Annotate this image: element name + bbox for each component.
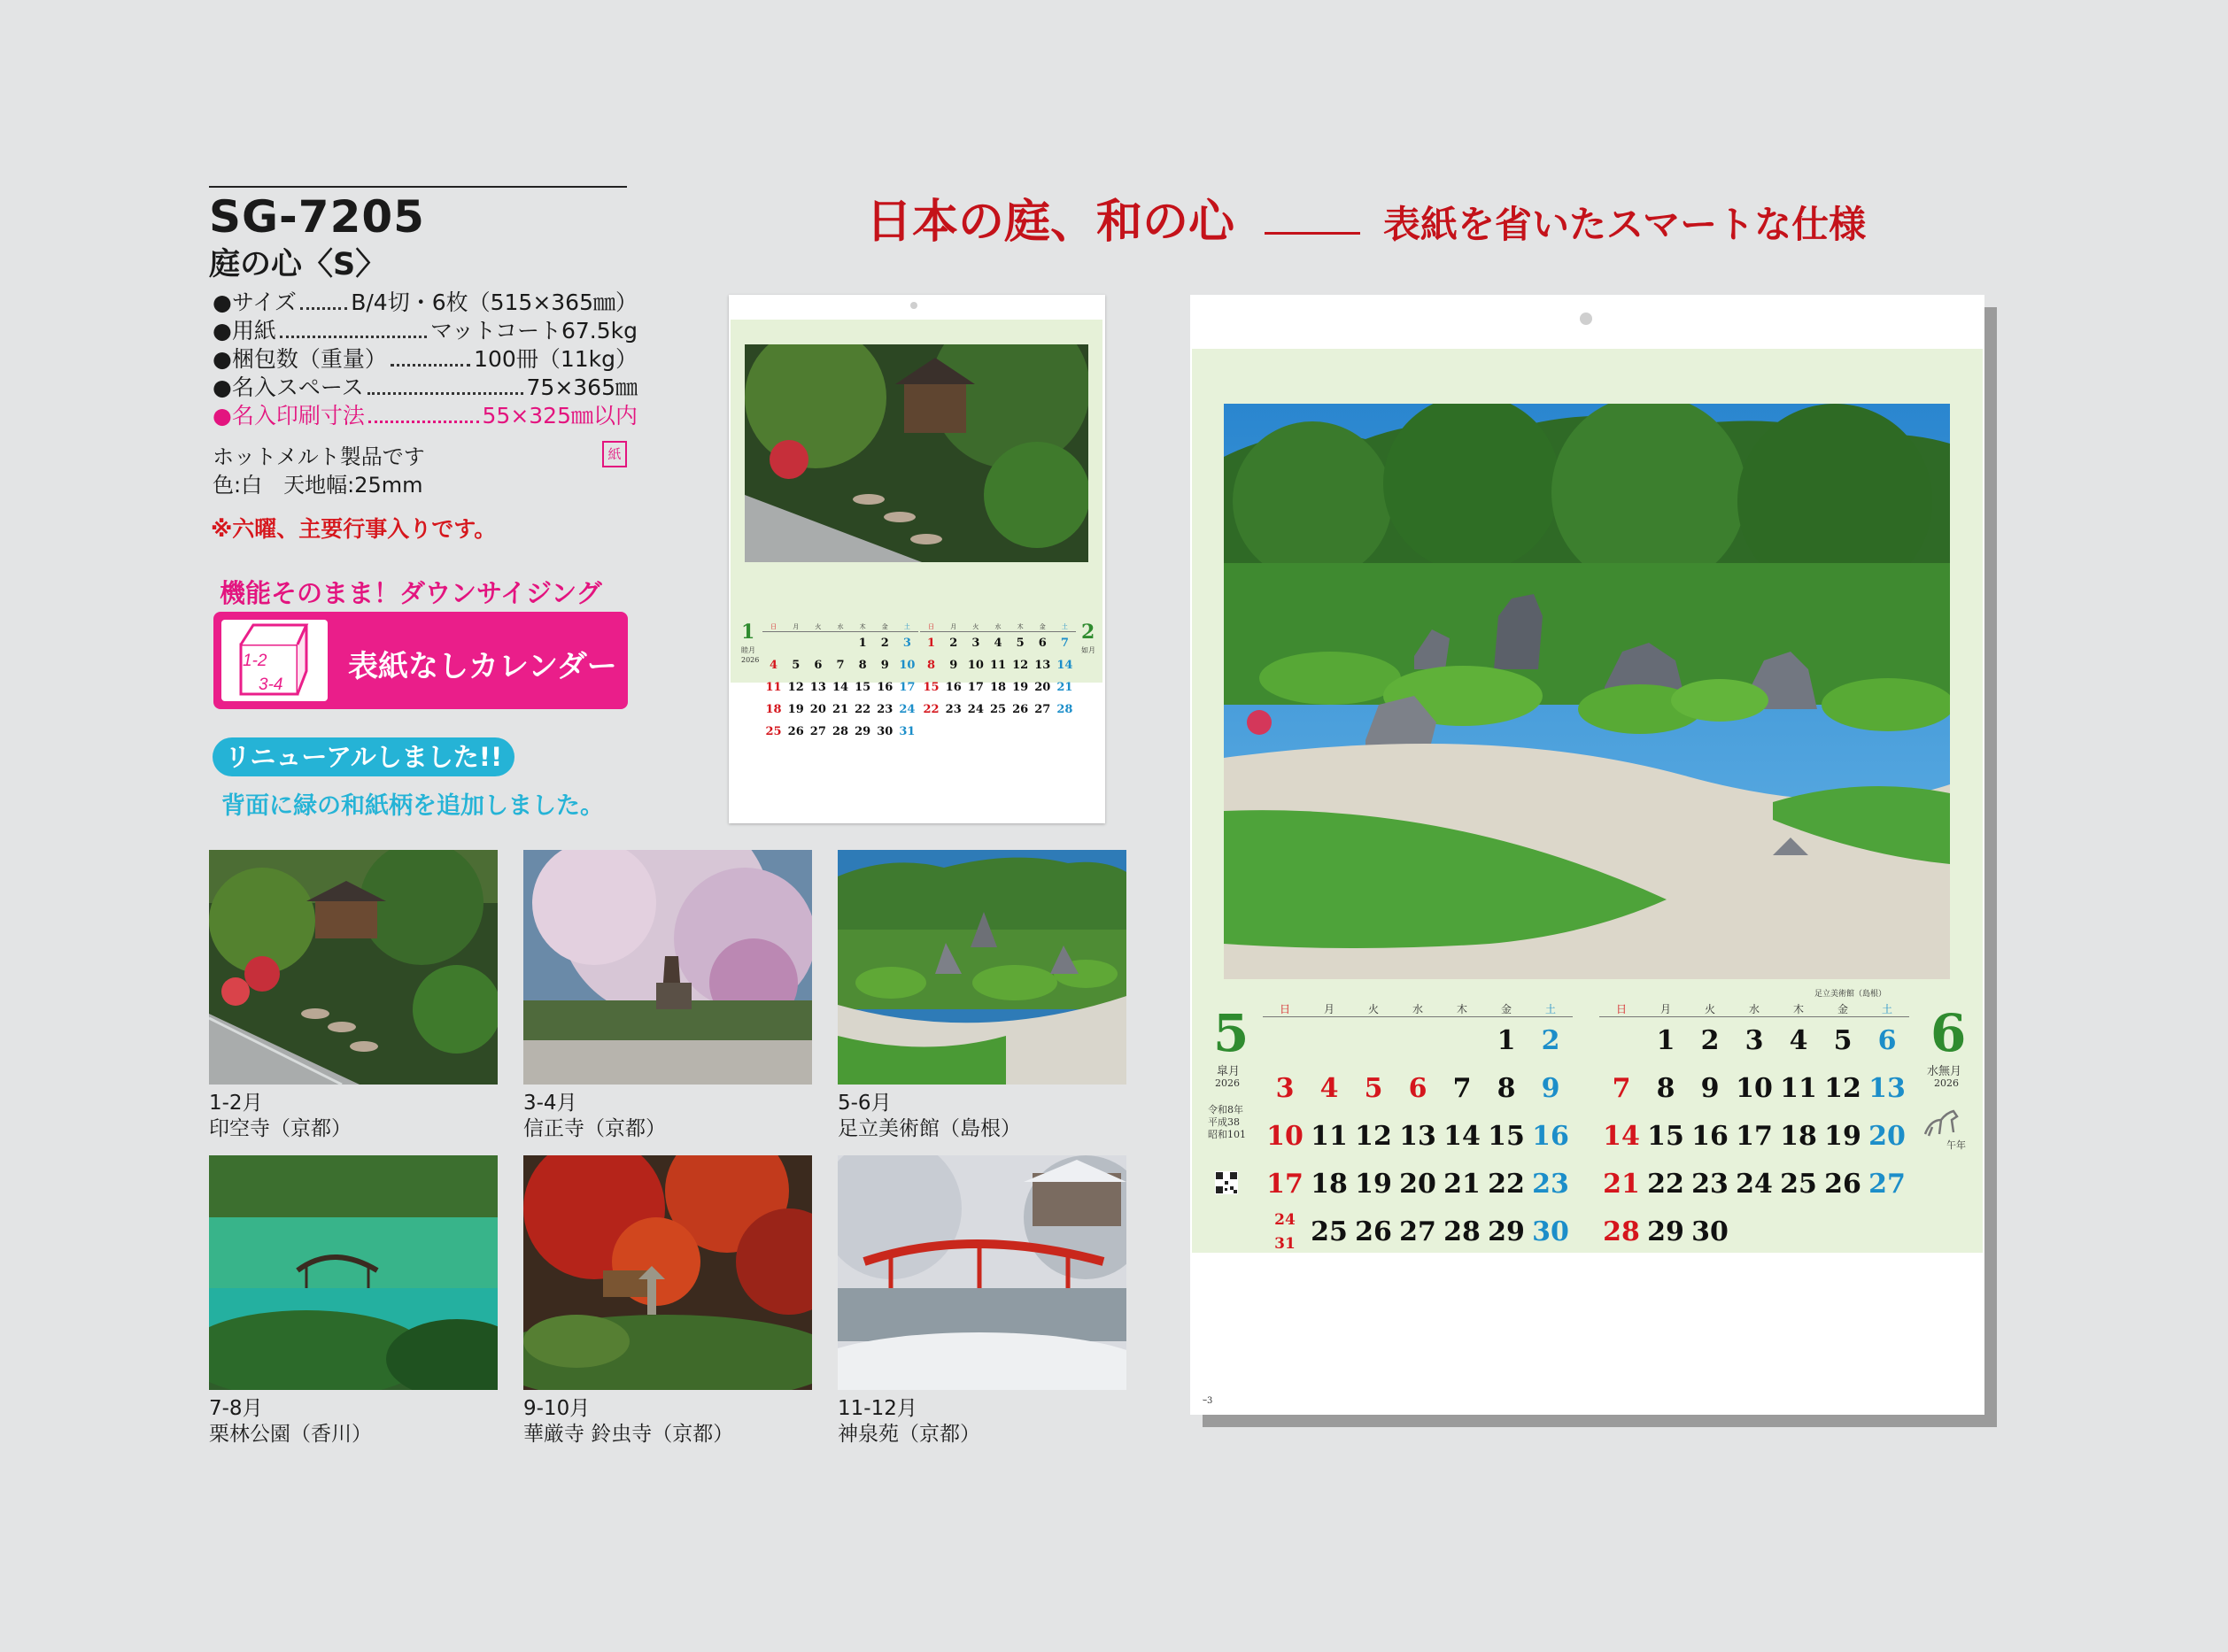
calendar-day: 9 [1541,1073,1560,1104]
calendar-day [1599,1017,1644,1065]
calendar-day: 30 [877,725,894,738]
small-year: 2026 [741,656,760,664]
calendar-day: 4 [1789,1025,1808,1056]
photo-caption: 足立美術館（島根） [1814,990,1887,999]
thumbnail-caption: 5-6月 足立美術館（島根） [838,1092,1021,1140]
calendar-day: 23 [1532,1169,1569,1200]
calendar-day: 28 [1603,1216,1640,1247]
calendar-day [762,632,785,654]
horse-icon [1922,1106,1961,1141]
weekday-label: 水 [1396,1001,1440,1017]
calendar-day: 10 [967,659,984,672]
calendar-day: 1 [858,637,867,650]
weekday-label: 月 [1307,1001,1351,1017]
small-calendar-right-grid [920,622,1076,721]
calendar-day: 25 [989,703,1007,716]
calendar-day: 11 [765,681,782,694]
weekday-label: 火 [807,622,829,632]
calendar-day: 20 [1034,681,1051,694]
calendar-day: 20 [809,703,826,716]
page-number: ｰ3 [1203,1396,1213,1406]
thumbnail-mar-apr [523,850,812,1085]
calendar-day: 28 [832,725,849,738]
weekday-label: 木 [1440,1001,1484,1017]
calendar-day: 18 [1311,1169,1348,1200]
calendar-day: 27 [1034,703,1051,716]
weekday-label: 月 [1644,1001,1688,1017]
calendar-day: 17 [967,681,984,694]
thumbnail-caption: 1-2月 印空寺（京都） [209,1092,352,1140]
calendar-day [1440,1017,1484,1065]
thumbnail-jan-feb [209,850,498,1085]
weekday-label: 木 [1010,622,1032,632]
calendar-day: 25 [1780,1169,1817,1200]
calendar-day: 26 [1824,1169,1861,1200]
calendar-day: 27 [1399,1216,1436,1247]
calendar-day: 1 [927,637,936,650]
calendar-day: 21 [832,703,849,716]
calendar-day: 21 [1056,681,1073,694]
large-calendar-preview [1190,295,1984,1415]
calendar-day: 25 [1311,1216,1348,1247]
calendar-day: 7 [836,659,845,672]
month-name-left: 皐月 [1217,1065,1241,1078]
year-right: 2026 [1934,1077,1959,1089]
calendar-day: 16 [945,681,962,694]
spec-paper: ●用紙 マットコート67.5kg [213,318,638,344]
calendar-day [1732,1208,1776,1256]
calendar-day: 17 [1736,1121,1773,1152]
calendar-day: 22 [1647,1169,1684,1200]
calendar-day: 16 [877,681,894,694]
calendar-day: 14 [1603,1121,1640,1152]
thumbnail-caption: 9-10月 華厳寺 鈴虫寺（京都） [523,1397,734,1446]
era-info: 令和8年 平成38 昭和101 [1208,1104,1246,1140]
weekday-label: 木 [1776,1001,1821,1017]
calendar-day: 3 [971,637,980,650]
month-number-left: 5 [1213,1003,1249,1063]
calendar-day: 8 [1656,1073,1675,1104]
calendar-day [1307,1017,1351,1065]
renewal-badge: リニューアルしました!! [213,737,514,776]
calendar-day: 29 [1488,1216,1525,1247]
calendar-day: 7 [1060,637,1069,650]
may-calendar-grid [1263,1001,1573,1256]
weekday-label: 火 [1688,1001,1732,1017]
calendar-day: 3 [1744,1025,1764,1056]
calendar-day: 29 [1647,1216,1684,1247]
weekday-label: 水 [986,622,1009,632]
small-month-right-name: 如月 [1081,646,1095,654]
calendar-day: 25 [765,725,782,738]
calendar-day: 9 [949,659,958,672]
calendar-day [1821,1208,1865,1256]
calendar-day: 12 [1355,1121,1392,1152]
headline-main: 日本の庭、和の心 [866,195,1235,249]
hanging-hole [1580,313,1592,325]
small-calendar-photo [745,344,1088,562]
calendar-day [807,632,829,654]
feature-title: 機能そのまま！ダウンサイジング [220,578,602,608]
weekday-label: 金 [1484,1001,1528,1017]
calendar-day: 18 [989,681,1007,694]
spec-packing: ●梱包数（重量） 100冊（11kg） [213,346,638,372]
weekday-label: 木 [852,622,874,632]
feature-label: 表紙なしカレンダー [348,649,617,684]
calendar-day: 21 [1603,1169,1640,1200]
calendar-day: 5 [1833,1025,1853,1056]
calendar-day: 8 [927,659,936,672]
small-calendar-left-grid [762,622,918,743]
weekday-label: 水 [829,622,851,632]
calendar-day: 14 [1443,1121,1481,1152]
calendar-day: 8 [858,659,867,672]
header-rule [209,186,627,188]
calendar-day: 13 [1034,659,1051,672]
thumbnail-caption: 11-12月 神泉苑（京都） [838,1397,980,1446]
calendar-day: 11 [1780,1073,1817,1104]
calendar-day: 12 [1824,1073,1861,1104]
calendar-day: 19 [1012,681,1029,694]
calendar-day: 26 [1012,703,1029,716]
weekday-label: 土 [1528,1001,1573,1017]
weekday-label: 金 [1032,622,1054,632]
weekday-label: 月 [785,622,807,632]
thumbnail-nov-dec [838,1155,1126,1390]
calendar-day: 21 [1443,1169,1481,1200]
calendar-day: 6 [1877,1025,1897,1056]
product-name: 庭の心〈S〉 [209,247,387,282]
calendar-day: 14 [832,681,849,694]
product-notes: ホットメルト製品です 色:白 天地幅:25mm [213,444,425,498]
headline-dash [1265,232,1360,235]
product-code: SG-7205 [209,191,425,243]
qr-code-icon [1215,1171,1238,1194]
calendar-day: 24 [967,703,984,716]
calendar-day: 2 [880,637,889,650]
calendar-day: 27 [1868,1169,1906,1200]
calendar-day: 4 [770,659,778,672]
weekday-label: 土 [1054,622,1076,632]
hanging-hole [910,302,917,309]
thumbnail-caption: 7-8月 栗林公園（香川） [209,1397,372,1446]
weekday-label: 火 [1351,1001,1396,1017]
calendar-day: 1 [1497,1025,1516,1056]
calendar-day: 8 [1497,1073,1516,1104]
calendar-day: 18 [1780,1121,1817,1152]
calendar-day [1351,1017,1396,1065]
weekday-label: 日 [762,622,785,632]
headline [866,184,1866,251]
calendar-day: 16 [1691,1121,1729,1152]
calendar-day: 10 [1266,1121,1304,1152]
calendar-day: 11 [1311,1121,1348,1152]
calendar-day: 22 [923,703,940,716]
calendar-day: 6 [1038,637,1047,650]
svg-text:3-4: 3-4 [259,675,283,694]
calendar-day [1263,1017,1307,1065]
june-calendar-grid [1599,1001,1909,1256]
calendar-day: 24 [899,703,916,716]
small-calendar-preview [729,295,1105,823]
weekday-label: 月 [942,622,964,632]
calendar-day [829,632,851,654]
calendar-day: 23 [945,703,962,716]
calendar-day: 15 [1647,1121,1684,1152]
small-month-left-name: 睦月 [741,646,755,654]
calendar-day: 24 31 [1274,1211,1296,1253]
spec-name-space: ●名入スペース 75×365㎜ [213,374,638,400]
weekday-label: 水 [1732,1001,1776,1017]
thumbnail-jul-aug [209,1155,498,1390]
calendar-day: 2 [1541,1025,1560,1056]
calendar-day: 3 [1275,1073,1295,1104]
calendar-day [1776,1208,1821,1256]
calendar-day: 23 [877,703,894,716]
small-month-right: 2 [1081,621,1095,644]
calendar-day: 4 [994,637,1002,650]
weekday-label: 金 [1821,1001,1865,1017]
calendar-day: 23 [1691,1169,1729,1200]
calendar-day: 9 [880,659,889,672]
calendar-day: 12 [787,681,804,694]
calendar-day: 6 [1408,1073,1427,1104]
calendar-day: 9 [1700,1073,1720,1104]
svg-text:1-2: 1-2 [243,652,267,670]
calendar-day [785,632,807,654]
calendar-day: 7 [1612,1073,1631,1104]
garden-photo [1224,404,1950,979]
calendar-day: 13 [1868,1073,1906,1104]
small-month-left: 1 [741,621,755,644]
renewal-text: 背面に緑の和紙柄を追加しました。 [221,792,604,820]
calendar-day: 15 [923,681,940,694]
month-number-right: 6 [1930,1003,1967,1063]
calendar-day: 1 [1656,1025,1675,1056]
year-left: 2026 [1215,1077,1240,1089]
calendar-day: 24 [1736,1169,1773,1200]
calendar-day: 5 [792,659,801,672]
calendar-day: 11 [989,659,1007,672]
calendar-day: 13 [1399,1121,1436,1152]
calendar-day: 3 [902,637,911,650]
month-name-right: 水無月 [1927,1065,1962,1078]
calendar-day: 10 [1736,1073,1773,1104]
calendar-day: 19 [787,703,804,716]
thumbnail-sep-oct [523,1155,812,1390]
calendar-day: 26 [787,725,804,738]
zodiac-label: 午年 [1946,1139,1966,1151]
calendar-day: 10 [899,659,916,672]
weekday-label: 火 [964,622,986,632]
calendar-pages-icon [221,620,328,701]
calendar-day [1865,1208,1909,1256]
spec-list [213,285,638,427]
thumbnail-may-jun [838,850,1126,1085]
calendar-day: 6 [814,659,823,672]
rokuyo-note: ※六曜、主要行事入りです。 [211,516,497,542]
calendar-day: 20 [1399,1169,1436,1200]
calendar-day: 29 [855,725,871,738]
spec-size: ●サイズ B/4切・6枚（515×365㎜） [213,289,638,315]
calendar-day: 22 [855,703,871,716]
calendar-day: 20 [1868,1121,1906,1152]
weekday-label: 日 [1599,1001,1644,1017]
weekday-label: 土 [896,622,918,632]
calendar-day: 14 [1056,659,1073,672]
spec-print-size: ●名入印刷寸法 55×325㎜以内 [213,403,638,428]
calendar-day: 17 [899,681,916,694]
paper-recycle-mark: 紙 [602,441,627,467]
calendar-day [1396,1017,1440,1065]
calendar-day: 26 [1355,1216,1392,1247]
calendar-day: 19 [1824,1121,1861,1152]
calendar-day: 30 [1691,1216,1729,1247]
headline-sub: 表紙を省いたスマートな仕様 [1383,203,1867,246]
calendar-day: 4 [1319,1073,1339,1104]
calendar-day: 15 [1488,1121,1525,1152]
calendar-day: 13 [809,681,826,694]
calendar-day: 18 [765,703,782,716]
calendar-day: 5 [1016,637,1025,650]
calendar-day: 17 [1266,1169,1304,1200]
thumbnail-caption: 3-4月 信正寺（京都） [523,1092,666,1140]
weekday-label: 日 [920,622,942,632]
weekday-label: 金 [874,622,896,632]
calendar-day: 16 [1532,1121,1569,1152]
calendar-day: 22 [1488,1169,1525,1200]
calendar-day: 12 [1012,659,1029,672]
calendar-day: 5 [1364,1073,1383,1104]
calendar-day: 28 [1443,1216,1481,1247]
calendar-day: 15 [855,681,871,694]
calendar-day: 19 [1355,1169,1392,1200]
weekday-label: 日 [1263,1001,1307,1017]
calendar-day: 31 [899,725,916,738]
calendar-day: 28 [1056,703,1073,716]
weekday-label: 土 [1865,1001,1909,1017]
calendar-day: 2 [1700,1025,1720,1056]
calendar-day: 7 [1452,1073,1472,1104]
calendar-day: 27 [809,725,826,738]
calendar-day: 30 [1532,1216,1569,1247]
calendar-day: 2 [949,637,958,650]
